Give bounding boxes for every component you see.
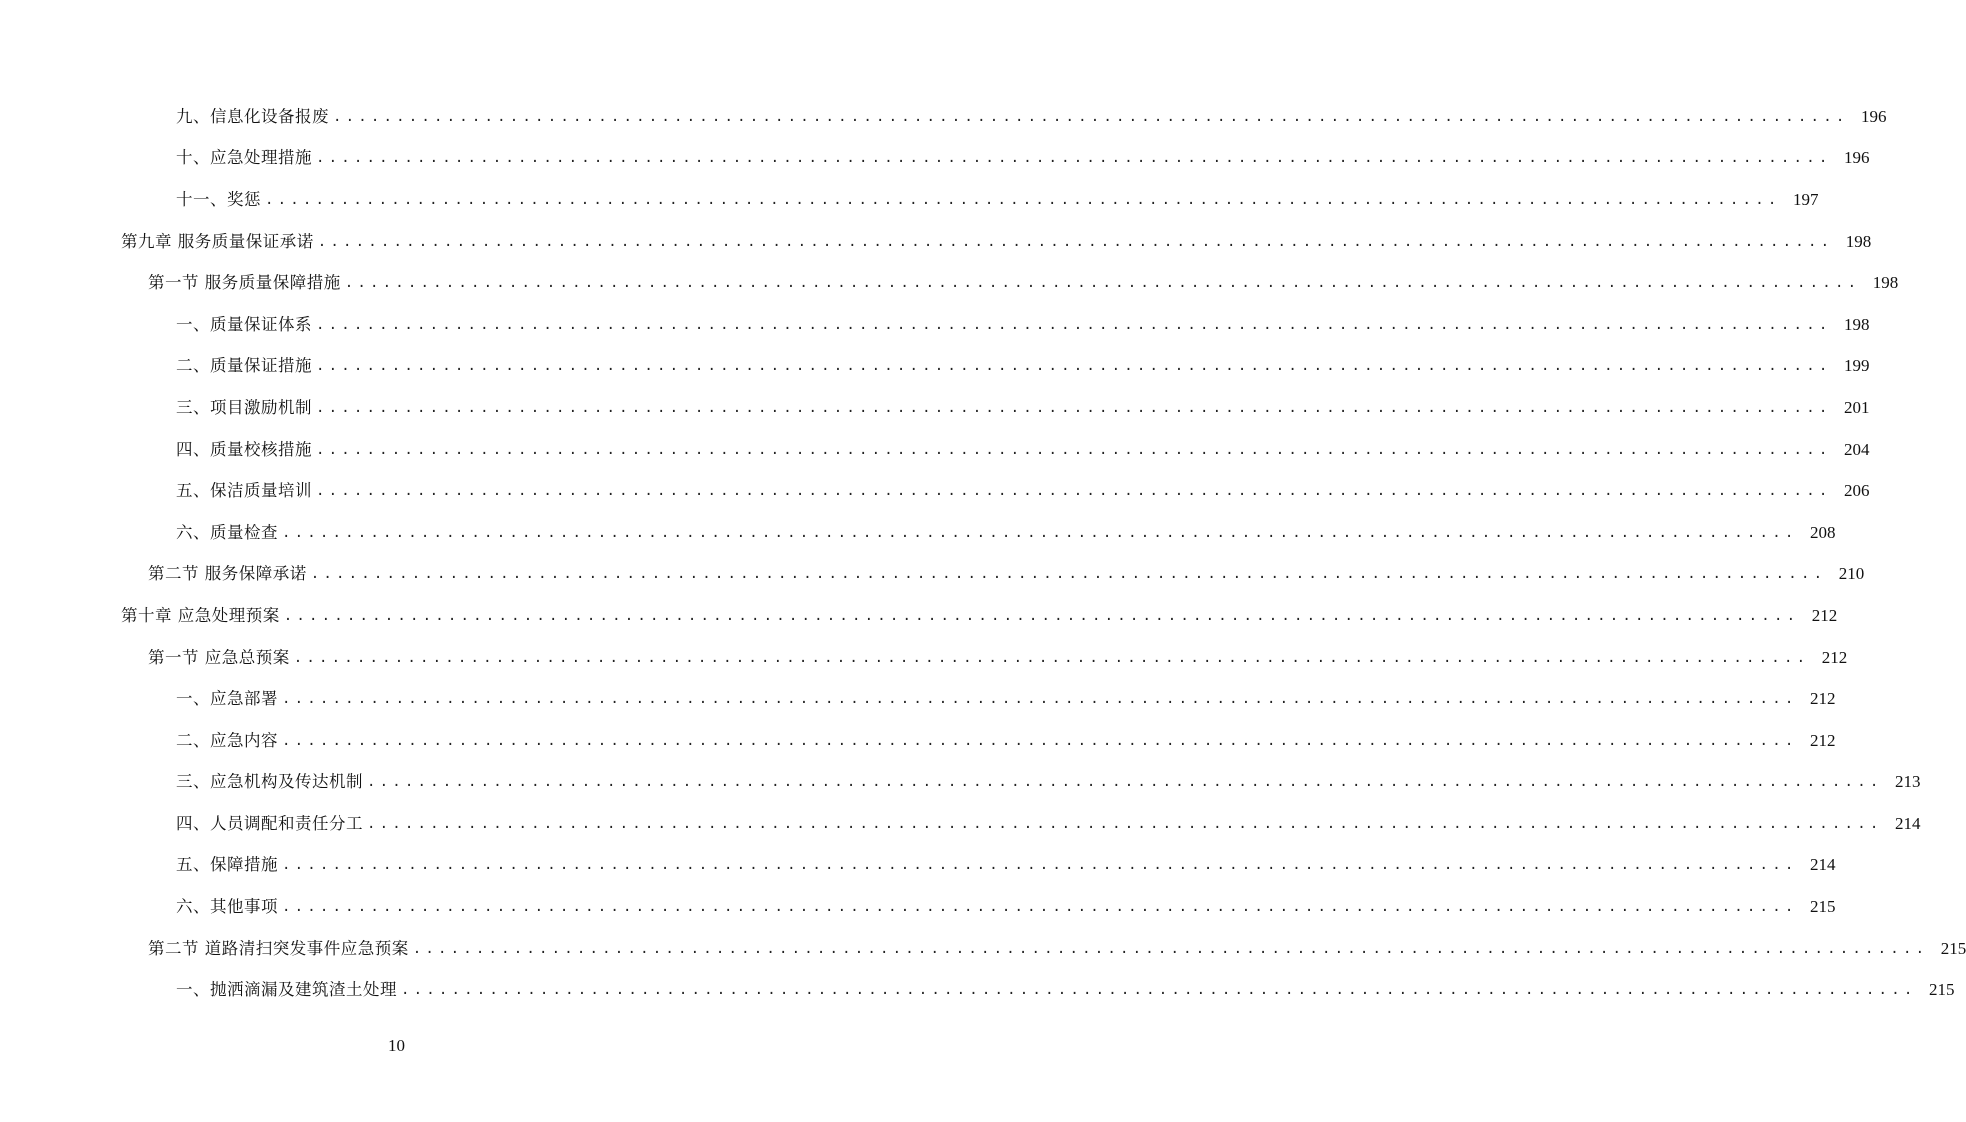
toc-leader-dots: ........................................................................................................................	[310, 566, 1827, 583]
toc-leader-dots: ........................................................................................................................	[412, 940, 1929, 957]
toc-leader-dots: ........................................................................................................................	[282, 732, 1798, 749]
toc-leader-dots: ........................................................................................................................	[316, 399, 1832, 416]
toc-entry-page: 197	[1792, 189, 1819, 209]
toc-entry-title: 三、项目激励机制	[176, 397, 312, 417]
toc-leader-dots: ........................................................................................................................	[282, 524, 1798, 541]
toc-entry-page: 212	[1821, 647, 1848, 667]
toc-leader-dots: ........................................................................................................................	[282, 899, 1798, 916]
toc-entry[interactable]	[0, 96, 1887, 138]
toc-entry-page: 198	[1843, 314, 1870, 334]
toc-entry-title: 第一节 服务质量保障措施	[148, 273, 341, 293]
toc-leader-dots: ........................................................................................................................	[316, 358, 1832, 375]
toc-entry-title: 一、抛洒滴漏及建筑渣土处理	[176, 980, 397, 1000]
toc-entry-title: 四、人员调配和责任分工	[176, 813, 363, 833]
toc-entry-page: 212	[1809, 730, 1836, 750]
toc-entry[interactable]	[0, 845, 1836, 887]
toc-entry[interactable]	[0, 138, 1870, 180]
toc-entry-title: 五、保洁质量培训	[176, 481, 312, 501]
toc-entry[interactable]	[0, 803, 1921, 845]
toc-entry-page: 214	[1809, 855, 1836, 875]
toc-leader-dots: ........................................................................................................................	[282, 691, 1798, 708]
toc-entry-title: 十一、奖惩	[176, 189, 261, 209]
toc-entry-page: 210	[1838, 564, 1865, 584]
toc-leader-dots: ........................................................................................................................	[283, 607, 1800, 624]
toc-entry-page: 196	[1860, 106, 1887, 126]
toc-entry-page: 215	[1809, 897, 1836, 917]
toc-entry-title: 一、质量保证体系	[176, 314, 312, 334]
toc-leader-dots: ........................................................................................................................	[367, 774, 1883, 791]
toc-entry[interactable]	[0, 720, 1836, 762]
toc-entry[interactable]	[0, 886, 1836, 928]
toc-entry-page: 212	[1811, 605, 1838, 625]
toc-entry[interactable]	[0, 429, 1870, 471]
toc-entry-page: 199	[1843, 356, 1870, 376]
toc-leader-dots: ........................................................................................................................	[316, 316, 1832, 333]
toc-entry-title: 第二节 服务保障承诺	[148, 564, 307, 584]
toc-leader-dots: ........................................................................................................................	[401, 982, 1917, 999]
toc-entry[interactable]	[0, 678, 1836, 720]
toc-entry[interactable]	[0, 346, 1870, 388]
toc-leader-dots: ........................................................................................................................	[344, 275, 1861, 292]
toc-entry-page: 215	[1928, 980, 1955, 1000]
toc-entry-title: 六、其他事项	[176, 897, 278, 917]
toc-entry-page: 208	[1809, 522, 1836, 542]
toc-entry[interactable]	[0, 512, 1836, 554]
toc-entry[interactable]	[0, 637, 1848, 679]
toc-entry-title: 三、应急机构及传达机制	[176, 772, 363, 792]
toc-leader-dots: ........................................................................................................................	[317, 233, 1834, 250]
toc-entry-page: 213	[1894, 772, 1921, 792]
toc-entry-page: 214	[1894, 813, 1921, 833]
toc-entry[interactable]	[0, 554, 1865, 596]
toc-leader-dots: ........................................................................................................................	[333, 108, 1849, 125]
toc-entry[interactable]	[0, 179, 1819, 221]
toc-leader-dots: ........................................................................................................................	[265, 191, 1781, 208]
toc-entry[interactable]	[0, 221, 1872, 263]
toc-entry-title: 九、信息化设备报废	[176, 106, 329, 126]
toc-entry[interactable]	[0, 304, 1870, 346]
toc-entry-title: 四、质量校核措施	[176, 439, 312, 459]
toc-entry[interactable]	[0, 470, 1870, 512]
toc-entry[interactable]	[0, 387, 1870, 429]
toc-entry[interactable]	[0, 928, 1966, 970]
toc-leader-dots: ........................................................................................................................	[316, 441, 1832, 458]
toc-entry-title: 十、应急处理措施	[176, 148, 312, 168]
toc-entry-title: 五、保障措施	[176, 855, 278, 875]
toc-entry-title: 第九章 服务质量保证承诺	[121, 231, 314, 251]
toc-entry[interactable]	[0, 969, 1955, 1011]
toc-entry-title: 一、应急部署	[176, 689, 278, 709]
page-number: 10	[388, 1036, 405, 1055]
toc-entry-page: 204	[1843, 439, 1870, 459]
toc-leader-dots: ........................................................................................................................	[293, 649, 1810, 666]
table-of-contents	[0, 96, 1966, 1011]
toc-leader-dots: ........................................................................................................................	[316, 150, 1832, 167]
toc-entry[interactable]	[0, 262, 1899, 304]
toc-entry-title: 第二节 道路清扫突发事件应急预案	[148, 938, 409, 958]
toc-entry-page: 201	[1843, 397, 1870, 417]
toc-leader-dots: ........................................................................................................................	[316, 483, 1832, 500]
toc-leader-dots: ........................................................................................................................	[282, 857, 1798, 874]
toc-entry-title: 二、应急内容	[176, 730, 278, 750]
toc-entry-page: 198	[1872, 273, 1899, 293]
toc-entry-page: 212	[1809, 689, 1836, 709]
toc-entry[interactable]	[0, 595, 1838, 637]
toc-entry-title: 第十章 应急处理预案	[121, 605, 280, 625]
toc-entry-page: 206	[1843, 481, 1870, 501]
toc-entry[interactable]	[0, 762, 1921, 804]
toc-entry-title: 第一节 应急总预案	[148, 647, 290, 667]
toc-entry-title: 六、质量检查	[176, 522, 278, 542]
toc-entry-page: 215	[1940, 938, 1966, 958]
toc-leader-dots: ........................................................................................................................	[367, 815, 1883, 832]
toc-entry-page: 196	[1843, 148, 1870, 168]
toc-entry-page: 198	[1845, 231, 1872, 251]
toc-entry-title: 二、质量保证措施	[176, 356, 312, 376]
